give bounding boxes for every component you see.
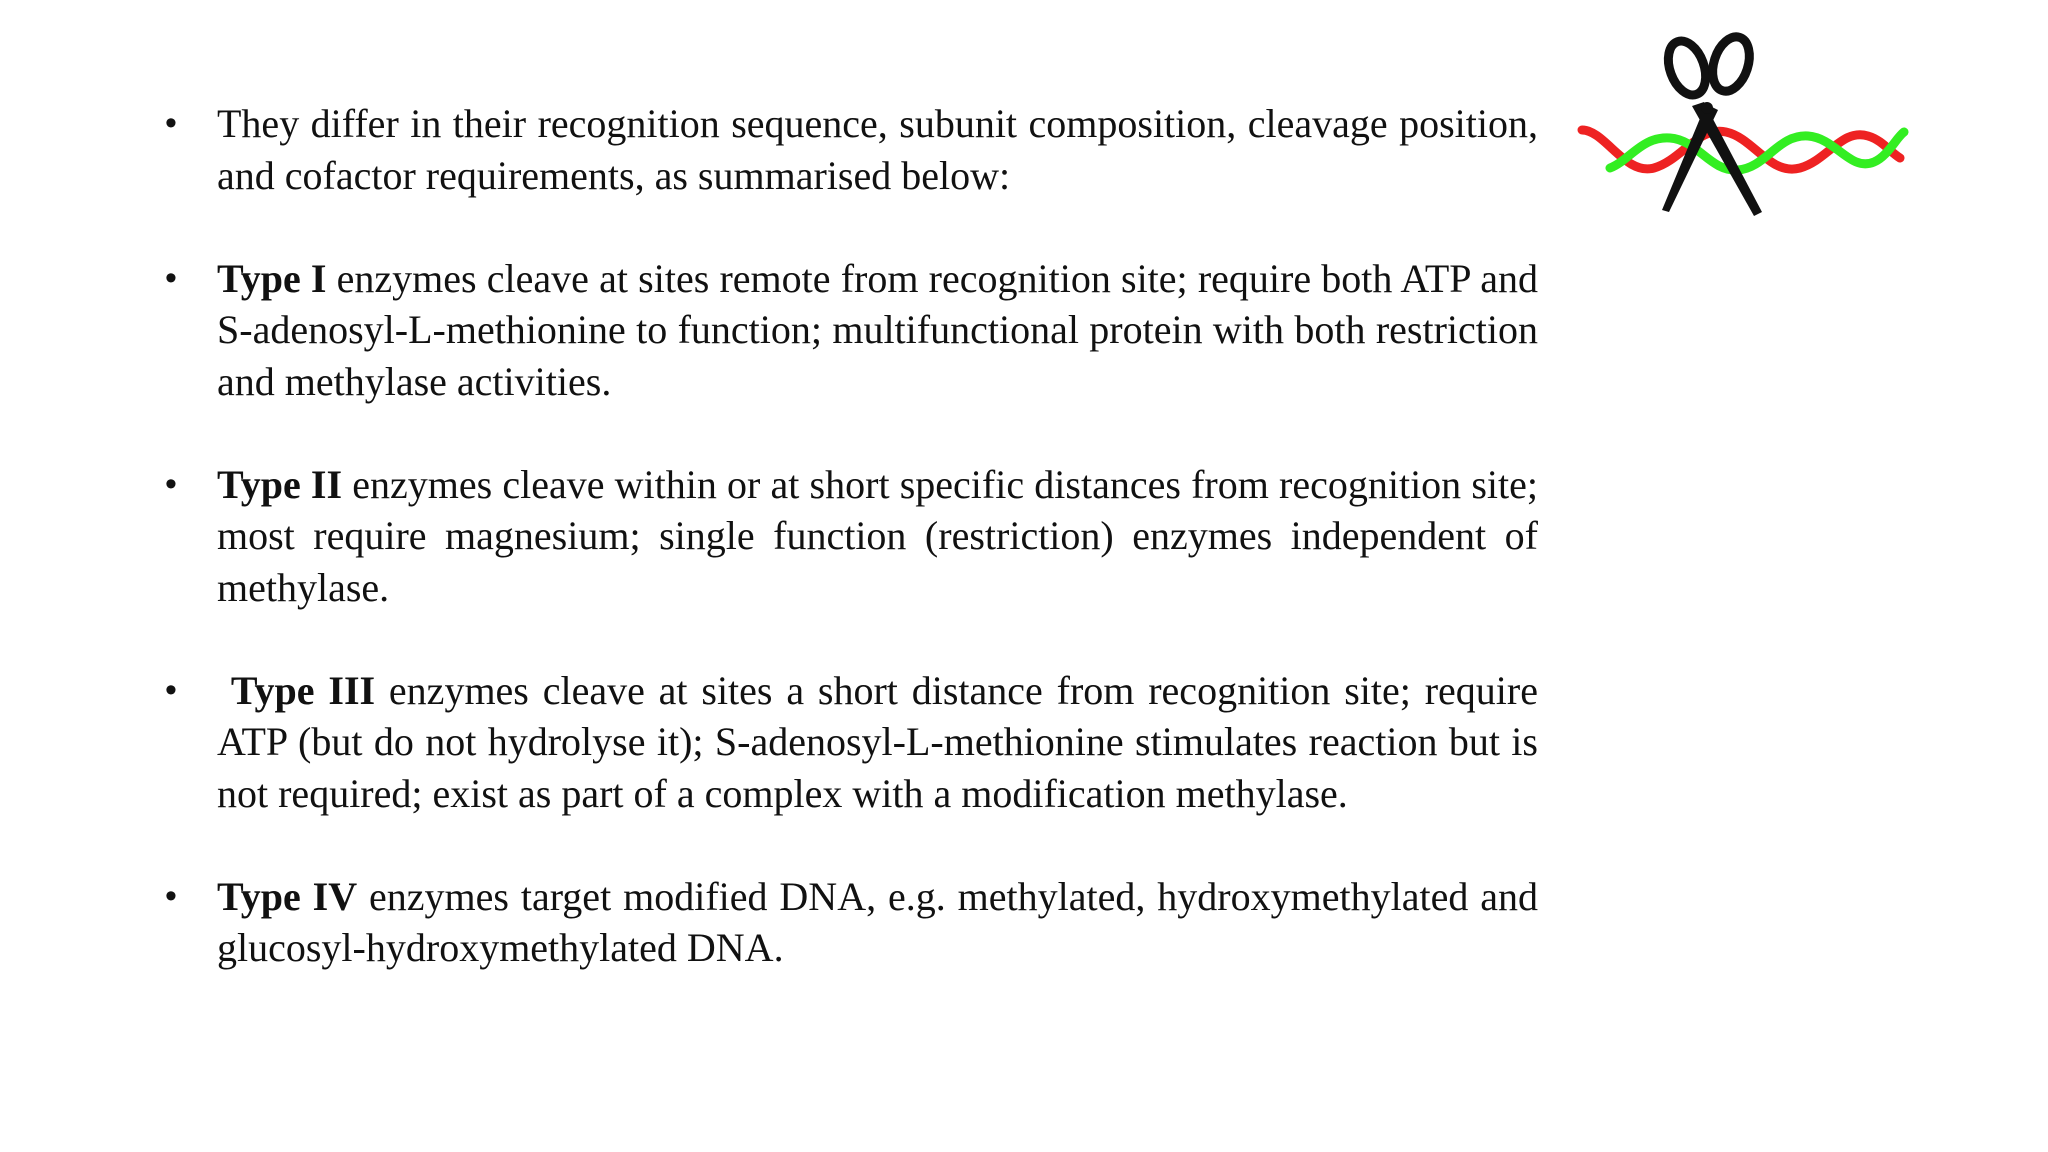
bullet-text: enzymes cleave within or at short specific distances from recognition site; most require magnesium; single function (restriction) enzymes independent of methylase.	[217, 461, 1539, 610]
scissor-handle-right	[1706, 32, 1756, 96]
bullet-bold-lead: Type I	[217, 255, 327, 301]
bullet-item-type-i	[160, 253, 1538, 408]
scissor-handle-left	[1661, 36, 1712, 100]
bullet-bold-lead: Type III	[217, 667, 376, 713]
bullet-marker: •	[165, 670, 177, 709]
bullet-bold-lead: Type IV	[217, 873, 358, 919]
bullet-item-intro	[160, 98, 1538, 201]
bullet-text: enzymes target modified DNA, e.g. methylated, hydroxymethylated and glucosyl-hydroxymethylated DNA.	[217, 873, 1538, 970]
bullet-text: enzymes cleave at sites remote from recognition site; require both ATP and S-adenosyl-L-methionine to function; multifunctional protein with both restriction and methylase activities.	[217, 255, 1538, 404]
scissor-pivot	[1701, 102, 1713, 114]
bullet-list	[160, 98, 1538, 974]
bullet-marker: •	[165, 258, 177, 297]
scissors-dna-icon	[1570, 28, 1910, 224]
bullet-item-type-iii	[160, 665, 1538, 820]
bullet-text: enzymes cleave at sites a short distance from recognition site; require ATP (but do not hydrolyse it); S-adenosyl-L-methionine stimulates reaction but is not required; exist as part of a complex with a modification methylase.	[217, 667, 1538, 816]
bullet-marker: •	[165, 104, 177, 142]
bullet-item-type-ii	[160, 459, 1538, 614]
bullet-marker: •	[165, 464, 177, 503]
bullet-bold-lead: Type II	[217, 461, 343, 507]
bullet-item-type-iv	[160, 871, 1538, 974]
bullet-text: They differ in their recognition sequence, subunit composition, cleavage position, and cofactor requirements, as summarised below:	[217, 101, 1538, 198]
bullet-marker: •	[165, 876, 177, 915]
